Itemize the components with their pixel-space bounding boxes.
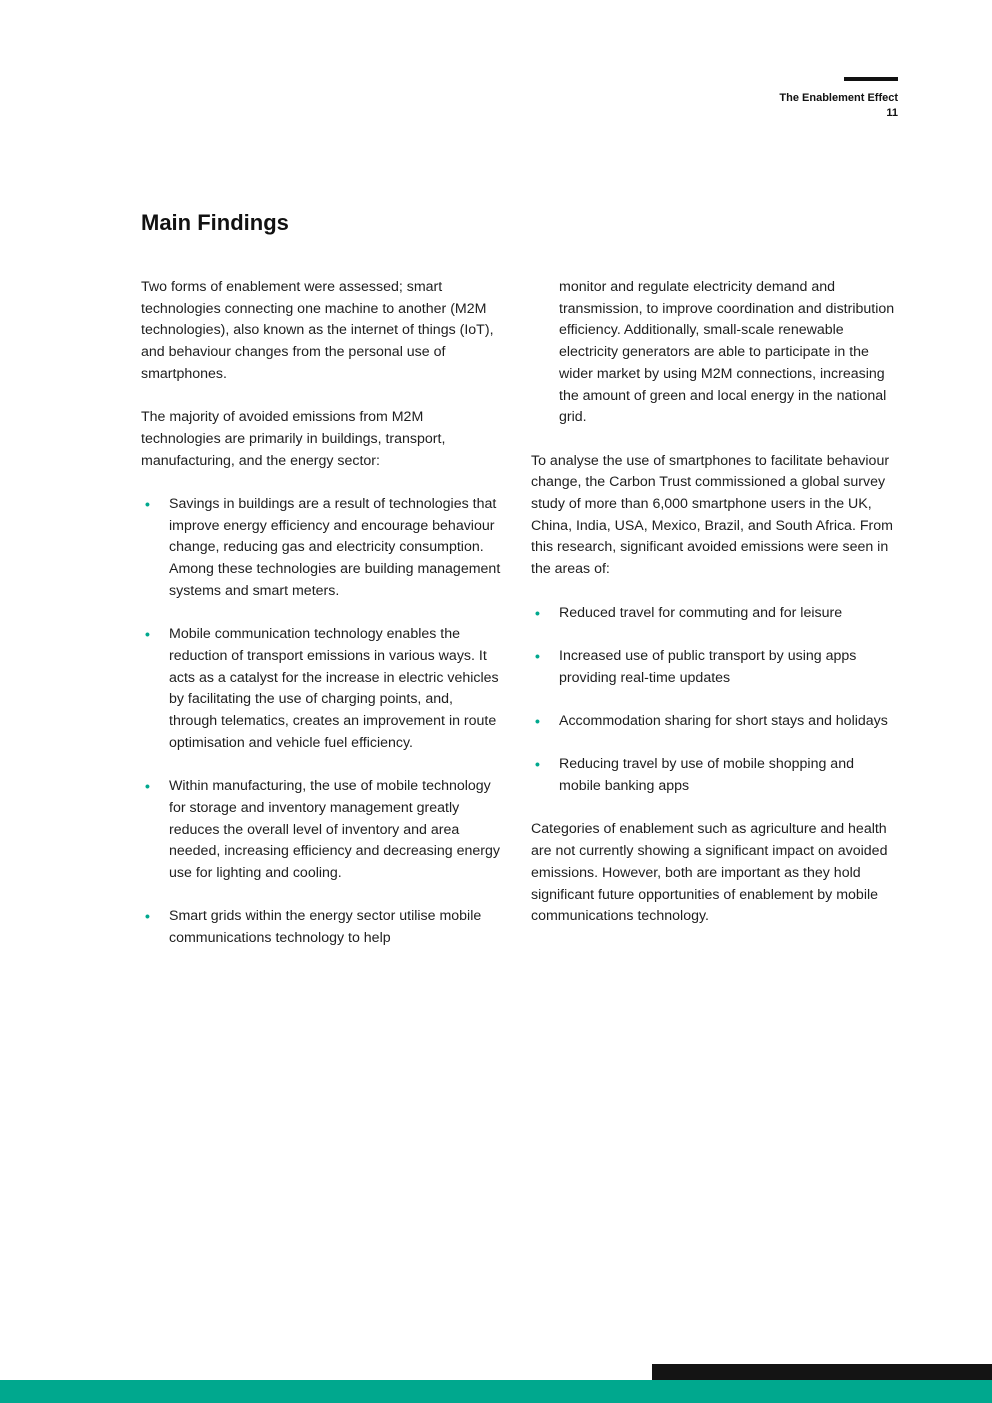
list-item-text: Savings in buildings are a result of technologies that improve energy efficiency and encourage behaviour change, reducing gas and electricity consumption. Among these technologies are building management systems and smart meters. <box>169 496 501 599</box>
page-number: 11 <box>886 107 898 119</box>
header-rule <box>844 77 898 81</box>
list-item-text: Accommodation sharing for short stays and holidays <box>559 713 888 729</box>
bullet-icon: • <box>145 496 150 512</box>
bullet-icon: • <box>535 756 540 773</box>
list-item <box>141 624 501 754</box>
list-item-text: Mobile communication technology enables the reduction of transport emissions in various ways. It acts as a catalyst for the increase in electric vehicles by facilitating the use of charging points, and, through telematics, creates an improvement in route optimisation and vehicle fuel efficiency. <box>169 626 499 751</box>
list-item-text: Smart grids within the energy sector utilise mobile communications technology to help <box>169 908 482 947</box>
bullet-icon: • <box>535 604 540 621</box>
list-item <box>531 603 899 625</box>
bullet-list <box>531 603 899 798</box>
bullet-icon: • <box>535 647 540 664</box>
bullet-icon: • <box>145 908 150 925</box>
paragraph: To analyse the use of smartphones to facilitate behaviour change, the Carbon Trust commissioned a global survey study of more than 6,000 smartphone users in the UK, China, India, USA, Mexico, Brazil, and South Africa. From this research, significant avoided emissions were seen in the areas of: <box>531 452 893 578</box>
list-item <box>531 754 899 797</box>
list-item-text: Reducing travel by use of mobile shopping and mobile banking apps <box>559 756 854 795</box>
list-item-continuation: monitor and regulate electricity demand and transmission, to improve coordination and distribution efficiency. Additionally, small-scale renewable electricity generators are able to participate in the wider market by using M2M connections, increasing the amount of green and local energy in the national grid. <box>559 279 895 426</box>
bullet-icon: • <box>535 713 540 729</box>
bullet-icon: • <box>145 626 150 643</box>
bullet-list <box>141 494 501 950</box>
paragraph: Categories of enablement such as agriculture and health are not currently showing a significant impact on avoided emissions. However, both are important as they hold significant future opportunities of enablement by mobile communications technology. <box>531 821 888 925</box>
list-item <box>141 906 501 949</box>
list-item <box>531 646 899 689</box>
list-item-text: Reduced travel for commuting and for leisure <box>559 604 843 621</box>
right-column <box>531 277 899 950</box>
paragraph: Two forms of enablement were assessed; smart technologies connecting one machine to another (M2M technologies), also known as the internet of things (IoT), and behaviour changes from the personal use of smartphones. <box>141 279 494 382</box>
list-item <box>141 776 501 885</box>
left-column <box>141 277 501 971</box>
footer-accent-bar <box>0 1380 992 1403</box>
running-header-title: The Enablement Effect <box>779 92 898 104</box>
paragraph: The majority of avoided emissions from M2M technologies are primarily in buildings, transport, manufacturing, and the energy sector: <box>141 409 446 469</box>
list-item-text: Within manufacturing, the use of mobile technology for storage and inventory management greatly reduces the overall level of inventory and area needed, increasing efficiency and decreasing energy use for lighting and cooling. <box>169 778 501 881</box>
list-item-text: Increased use of public transport by using apps providing real-time updates <box>559 647 857 686</box>
list-item <box>531 711 899 733</box>
footer-dark-bar <box>652 1364 992 1381</box>
bullet-icon: • <box>145 778 150 795</box>
page-title: Main Findings <box>141 210 289 235</box>
list-item <box>141 494 501 603</box>
